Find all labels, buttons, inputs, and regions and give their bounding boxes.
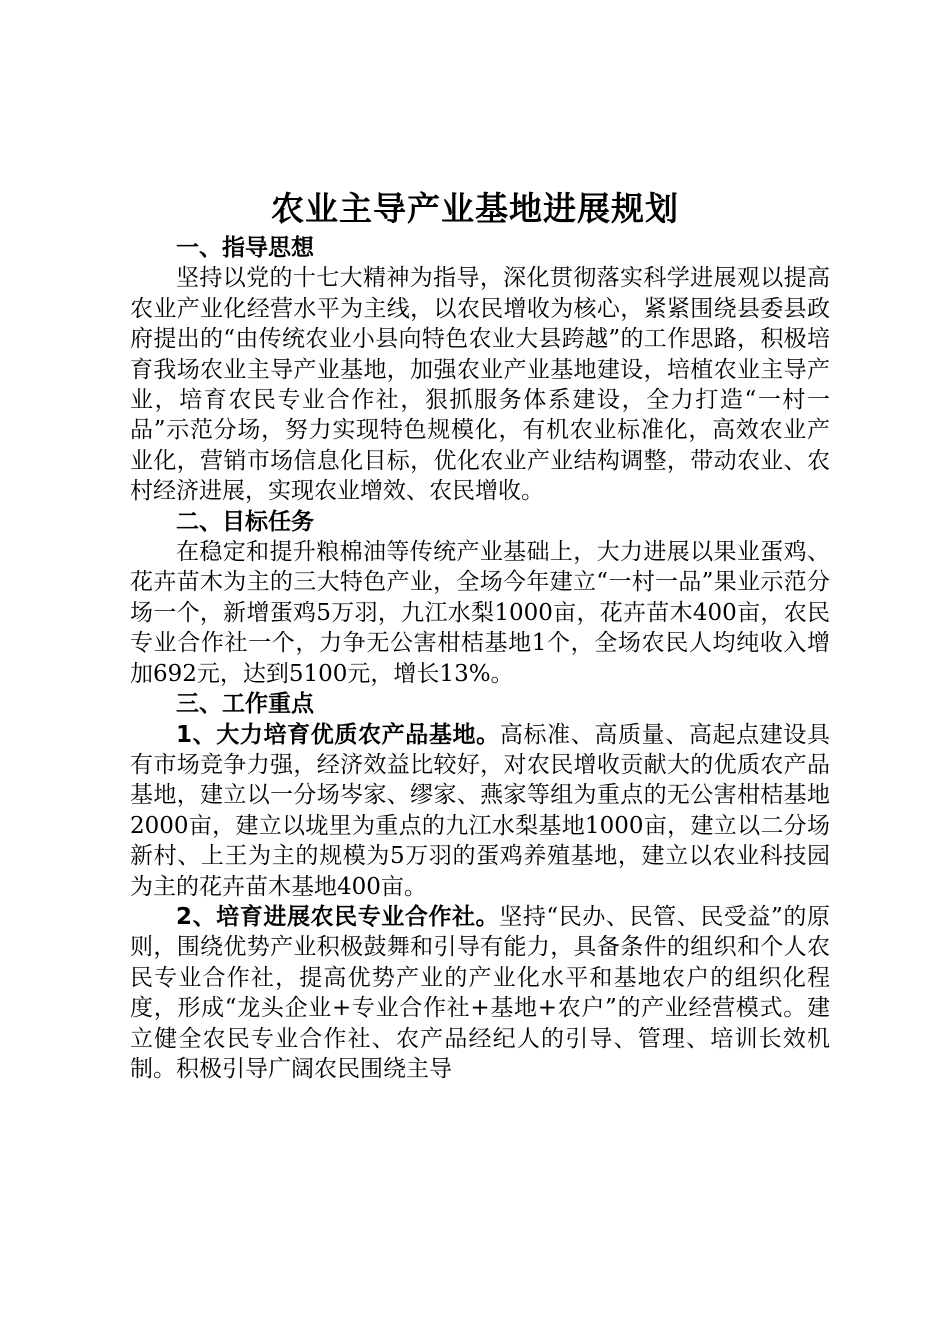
item-text-1: 高标准、高质量、高起点建设具有市场竞争力强，经济效益比较好，对农民增收贡献大的优质农产品基地，建立以一分场岑家、缪家、燕家等组为重点的无公害柑桔基地2000亩，建立以垅里为重点的九江水梨基地1000亩，建立以二分场新村、上王为主的规模为5万羽的蛋鸡养殖基地，建立以农业科技园为主的花卉苗木基地400亩。	[130, 721, 830, 900]
section-heading-guiding-ideology: 一、指导思想	[176, 235, 314, 261]
paragraph-work-focus-item-1	[130, 720, 830, 902]
item-lead-2: 2、培育进展农民专业合作社。	[176, 903, 500, 930]
paragraph-goals: 在稳定和提升粮棉油等传统产业基础上，大力进展以果业蛋鸡、花卉苗木为主的三大特色产业，全场今年建立“一村一品”果业示范分场一个，新增蛋鸡5万羽，九江水梨1000亩，花卉苗木400亩，农民专业合作社一个，力争无公害柑桔基地1个，全场农民人均纯收入增加692元，达到5100元，增长13%。	[130, 539, 830, 687]
item-text-2: 坚持“民办、民管、民受益”的原则，围绕优势产业积极鼓舞和引导有能力，具备条件的组织和个人农民专业合作社，提高优势产业的产业化水平和基地农户的组织化程度，形成“龙头企业+专业合作社+基地+农户”的产业经营模式。建立健全农民专业合作社、农产品经纪人的引导、管理、培训长效机制。积极引导广阔农民围绕主导	[130, 903, 830, 1082]
item-lead-1: 1、大力培育优质农产品基地。	[176, 721, 500, 748]
paragraph-work-focus-item-2	[130, 902, 830, 1084]
section-heading-goals: 二、目标任务	[176, 508, 314, 535]
section-heading-work-focus: 三、工作重点	[176, 691, 314, 718]
paragraph-guiding-ideology: 坚持以党的十七大精神为指导，深化贯彻落实科学进展观以提高农业产业化经营水平为主线，以农民增收为核心，紧紧围绕县委县政府提出的“由传统农业小县向特色农业大县跨越”的工作思路，积极培育我场农业主导产业基地，加强农业产业基地建设，培植农业主导产业，培育农民专业合作社，狠抓服务体系建设，全力打造“一村一品”示范分场，努力实现特色规模化，有机农业标准化，高效农业产业化，营销市场信息化目标，优化农业产业结构调整，带动农业、农村经济进展，实现农业增效、农民增收。	[130, 265, 830, 505]
document-body	[130, 233, 830, 1084]
document-title: 农业主导产业基地进展规划	[271, 189, 679, 228]
